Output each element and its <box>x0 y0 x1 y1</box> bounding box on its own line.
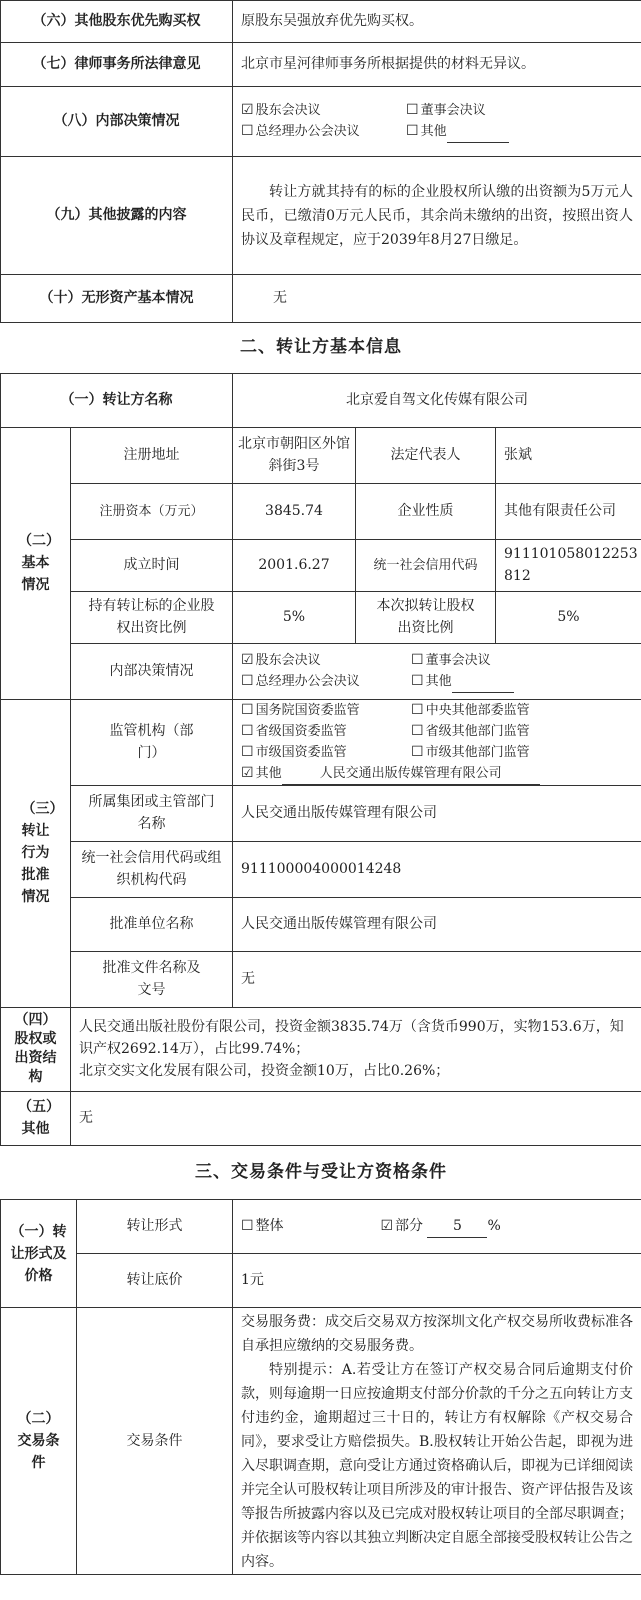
table-row <box>1 539 641 591</box>
field-value: 人民交通出版传媒管理有限公司 <box>233 785 641 841</box>
option-label: 市级其他部门监管 <box>425 744 530 760</box>
checkbox[interactable]: ☐ <box>241 743 254 760</box>
conditions-group-label: （二）交易条件 <box>1 1308 77 1575</box>
field-value: 911101058012253812 <box>496 539 641 591</box>
transferor-table <box>0 373 641 1200</box>
table-row <box>1 87 641 157</box>
checkbox[interactable]: ☐ <box>406 102 419 118</box>
field-value: 911100004000014248 <box>233 841 641 897</box>
trade-table <box>0 1199 641 1575</box>
field-value: 其他有限责任公司 <box>496 483 641 539</box>
special-notice-paragraph: 特别提示：A.若受让方在签订产权交易合同后逾期支付价款，则每逾期一日应按逾期支付部分价款的千分之五向转让方支付违约金，逾期超过三十日的，转让方有权解除《产权交易合同》，要求受让方赔偿损失。B.股权转让开始公告起，即视为进入尽职调查期，意向受让方通过资格确认后，即视为已详细阅读并完全认可股权转让项目所涉及的审计报告、资产评估报告及该等报告所披露内容以及已完成对股权转让项目的全部尽职调查；并依据该等内容以其独立判断决定自愿全部接受股权转让公告之内容。 <box>241 1362 633 1570</box>
form-price-group-label: （一）转让形式及价格 <box>1 1200 77 1308</box>
table-row <box>1 275 641 323</box>
percent-sign: % <box>487 1217 501 1234</box>
field-value: 1元 <box>233 1254 641 1308</box>
structure-label: （四）股权或出资结构 <box>1 1007 71 1091</box>
field-label: 转让形式 <box>77 1200 233 1254</box>
table-row <box>1 699 641 785</box>
row-label: （十）无形资产基本情况 <box>1 275 233 323</box>
field-label: 交易条件 <box>77 1308 233 1575</box>
field-value: 张斌 <box>496 427 641 483</box>
shareholder-line: 北京交实文化发展有限公司，投资金额10万，占比0.26%； <box>79 1063 450 1079</box>
field-label: 批准文件名称及文号 <box>71 951 233 1007</box>
table-row <box>1 1254 641 1308</box>
checkbox-checked[interactable]: ☑ <box>380 1217 394 1234</box>
option-label: 其他 <box>425 673 452 689</box>
checkbox[interactable]: ☐ <box>411 722 424 739</box>
approval-group-label: （三）转让行为批准情况 <box>1 699 71 1007</box>
option-label: 总经理办公会决议 <box>255 673 360 689</box>
basic-info-group-label: （二）基本情况 <box>1 427 71 699</box>
option-label: 其他 <box>420 124 447 139</box>
option-label: 整体 <box>255 1217 284 1234</box>
table-row <box>1 1 641 43</box>
checkbox[interactable]: ☐ <box>406 123 419 139</box>
field-value: 无 <box>233 951 641 1007</box>
table-row <box>1 643 641 699</box>
option-label: 董事会决议 <box>425 652 491 668</box>
part-percentage: 5 <box>427 1216 487 1238</box>
field-label: 持有转让标的企业股权出资比例 <box>71 591 233 643</box>
field-label: 监管机构（部门） <box>71 699 233 785</box>
table-row <box>1 43 641 87</box>
field-label: 统一社会信用代码或组织机构代码 <box>71 841 233 897</box>
section-3-title: 三、交易条件与受让方资格条件 <box>195 1161 447 1182</box>
field-label: 内部决策情况 <box>71 643 233 699</box>
checkbox[interactable]: ☐ <box>411 701 424 718</box>
section-2-title: 二、转让方基本信息 <box>240 337 402 358</box>
disclosure-table <box>0 0 641 373</box>
table-row <box>1 897 641 951</box>
field-label: 批准单位名称 <box>71 897 233 951</box>
checkbox[interactable]: ☐ <box>241 672 254 689</box>
field-label: 转让底价 <box>77 1254 233 1308</box>
regulator-options <box>233 699 641 785</box>
field-label: 统一社会信用代码 <box>356 539 496 591</box>
table-row <box>1 1007 641 1091</box>
checkbox-checked[interactable]: ☑ <box>241 102 254 118</box>
row-label: （九）其他披露的内容 <box>1 157 233 275</box>
row-label: （八）内部决策情况 <box>1 87 233 157</box>
field-label: 成立时间 <box>71 539 233 591</box>
table-row <box>1 1308 641 1575</box>
table-row <box>1 157 641 275</box>
service-fee-paragraph: 交易服务费：成交后交易双方按深圳文化产权交易所收费标准各自承担应缴纳的交易服务费。 <box>241 1314 633 1354</box>
checkbox-checked[interactable]: ☑ <box>241 764 254 781</box>
field-value: 北京市朝阳区外馆斜街3号 <box>233 427 356 483</box>
row-label: （七）律师事务所法律意见 <box>1 43 233 87</box>
field-label: 法定代表人 <box>356 427 496 483</box>
row-value: 转让方就其持有的标的企业股权所认缴的出资额为5万元人民币，已缴清0万元人民币，其余尚未缴纳的出资，按照出资人协议及章程规定，应于2039年8月27日缴足。 <box>241 183 633 248</box>
table-row <box>1 483 641 539</box>
field-value: 人民交通出版传媒管理有限公司 <box>233 897 641 951</box>
section-title-row <box>1 1145 641 1199</box>
checkbox[interactable]: ☐ <box>411 743 424 760</box>
field-label: 所属集团或主管部门名称 <box>71 785 233 841</box>
transferor-name-label: （一）转让方名称 <box>1 373 233 427</box>
field-value: 2001.6.27 <box>233 539 356 591</box>
checkbox[interactable]: ☐ <box>241 123 254 139</box>
row-value: 北京市星河律师事务所根据提供的材料无异议。 <box>233 43 641 87</box>
field-label: 注册资本（万元） <box>71 483 233 539</box>
row-label: （六）其他股东优先购买权 <box>1 1 233 43</box>
table-row <box>1 841 641 897</box>
row-value: 无 <box>233 275 641 323</box>
shareholder-line: 人民交通出版社股份有限公司，投资金额3835.74万（含货币990万，实物153.6万，知识产权2692.14万），占比99.74%； <box>79 1019 624 1057</box>
other-label: （五）其他 <box>1 1091 71 1145</box>
field-label: 本次拟转让股权出资比例 <box>356 591 496 643</box>
table-row <box>1 427 641 483</box>
decision-options <box>233 643 641 699</box>
checkbox[interactable]: ☐ <box>241 722 254 739</box>
section-title-row <box>1 323 641 373</box>
table-row <box>1 1091 641 1145</box>
transferor-name-value: 北京爱自驾文化传媒有限公司 <box>233 373 641 427</box>
field-label: 注册地址 <box>71 427 233 483</box>
table-row <box>1 1200 641 1254</box>
other-value: 无 <box>71 1091 641 1145</box>
table-row <box>1 951 641 1007</box>
option-label: 部分 <box>395 1217 424 1234</box>
checkbox-checked[interactable]: ☑ <box>241 651 254 668</box>
other-regulator-value: 人民交通出版传媒管理有限公司 <box>282 764 540 785</box>
checkbox[interactable]: ☐ <box>241 1217 254 1234</box>
checkbox[interactable]: ☐ <box>241 701 254 718</box>
option-label: 省级其他部门监管 <box>425 723 530 739</box>
table-row <box>1 373 641 427</box>
option-label: 省级国资委监管 <box>255 723 347 739</box>
checkbox[interactable]: ☐ <box>411 672 424 689</box>
structure-value <box>71 1007 641 1091</box>
option-label: 股东会决议 <box>255 652 321 668</box>
field-value: 5% <box>496 591 641 643</box>
transfer-form-options <box>233 1200 641 1254</box>
checkbox[interactable]: ☐ <box>411 651 424 668</box>
option-label: 董事会决议 <box>420 103 486 118</box>
field-label: 企业性质 <box>356 483 496 539</box>
field-value: 3845.74 <box>233 483 356 539</box>
table-row <box>1 591 641 643</box>
table-row <box>1 785 641 841</box>
decision-options <box>233 87 641 157</box>
row-value: 原股东吴强放弃优先购买权。 <box>233 1 641 43</box>
option-label: 国务院国资委监管 <box>255 702 360 718</box>
field-value: 5% <box>233 591 356 643</box>
option-label: 股东会决议 <box>255 103 321 118</box>
option-label: 其他 <box>255 765 282 781</box>
option-label: 市级国资委监管 <box>255 744 347 760</box>
option-label: 中央其他部委监管 <box>425 702 530 718</box>
option-label: 总经理办公会决议 <box>255 124 360 139</box>
conditions-text <box>233 1308 641 1575</box>
